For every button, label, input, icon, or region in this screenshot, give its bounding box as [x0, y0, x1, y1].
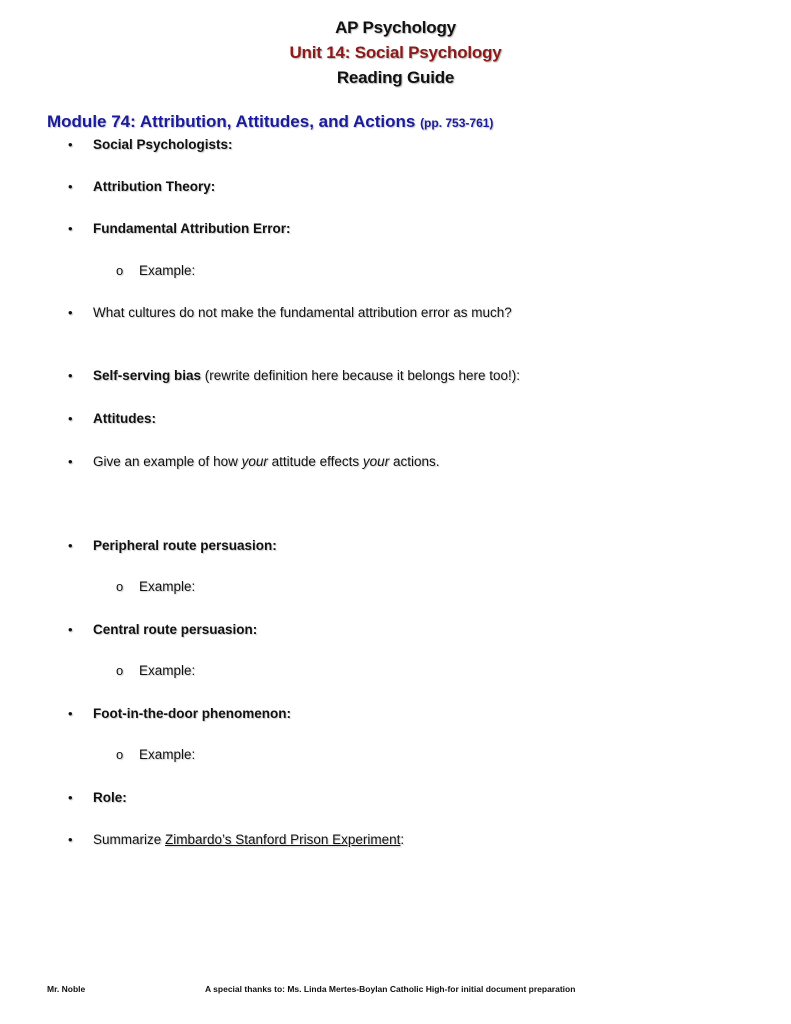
example-label: Example:: [139, 747, 196, 762]
term-peripheral-route: Peripheral route persuasion:: [93, 538, 277, 553]
example-label: Example:: [139, 663, 196, 678]
list-item: [68, 305, 512, 320]
circle-bullet-icon: o: [116, 263, 124, 278]
module-heading: [47, 112, 493, 132]
sub-list-item: [116, 747, 195, 762]
list-item: [68, 137, 233, 152]
term-role: Role:: [93, 790, 127, 805]
unit-title: Unit 14: Social Psychology: [289, 43, 502, 62]
list-item: [68, 538, 277, 553]
list-item: [68, 368, 520, 383]
footer-credits: A special thanks to: Ms. Linda Mertes-Boylan Catholic High-for initial document preparation: [205, 984, 576, 994]
bullet-icon: •: [68, 706, 73, 721]
list-item: [68, 790, 127, 805]
circle-bullet-icon: o: [116, 747, 124, 762]
bullet-icon: •: [68, 790, 73, 805]
term-fundamental-attribution-error: Fundamental Attribution Error:: [93, 221, 291, 236]
bullet-icon: •: [68, 538, 73, 553]
bullet-icon: •: [68, 305, 73, 320]
list-item: [68, 454, 439, 469]
list-item: [68, 221, 291, 236]
module-pages: (pp. 753-761): [420, 116, 494, 130]
example-label: Example:: [139, 579, 196, 594]
example-label: Example:: [139, 263, 196, 278]
bullet-icon: •: [68, 454, 73, 469]
module-heading-text: Module 74: Attribution, Attitudes, and Actions: [47, 112, 416, 131]
bullet-icon: •: [68, 832, 73, 847]
term-central-route: Central route persuasion:: [93, 622, 258, 637]
footer-author: Mr. Noble: [47, 984, 86, 994]
bullet-icon: •: [68, 622, 73, 637]
give-example-text-2: attitude effects: [267, 454, 363, 469]
sub-list-item: [116, 663, 195, 678]
give-example-text-1: Give an example of how: [93, 454, 242, 469]
cultures-question: What cultures do not make the fundamental attribution error as much?: [93, 305, 512, 320]
page-title: AP Psychology: [335, 18, 456, 37]
list-item: [68, 706, 291, 721]
give-example-your-1: your: [241, 454, 268, 469]
term-foot-in-the-door: Foot-in-the-door phenomenon:: [93, 706, 291, 721]
circle-bullet-icon: o: [116, 663, 124, 678]
term-social-psychologists: Social Psychologists:: [93, 137, 233, 152]
bullet-icon: •: [68, 179, 73, 194]
self-serving-bias-note: (rewrite definition here because it belongs here too!):: [201, 368, 520, 383]
list-item: [68, 179, 215, 194]
term-attitudes: Attitudes:: [93, 411, 156, 426]
term-self-serving-bias: Self-serving bias: [93, 368, 202, 383]
circle-bullet-icon: o: [116, 579, 124, 594]
list-item: [68, 411, 156, 426]
sub-list-item: [116, 579, 195, 594]
give-example-text-3: actions.: [389, 454, 440, 469]
list-item: [68, 622, 257, 637]
summarize-prefix: Summarize: [93, 832, 166, 847]
list-item: [68, 832, 404, 847]
page-subtitle: Reading Guide: [336, 68, 455, 87]
sub-list-item: [116, 263, 195, 278]
bullet-icon: •: [68, 137, 73, 152]
summarize-suffix: :: [400, 832, 405, 847]
bullet-icon: •: [68, 411, 73, 426]
zimbardo-experiment-text: Zimbardo’s Stanford Prison Experiment: [165, 832, 401, 847]
bullet-icon: •: [68, 368, 73, 383]
give-example-your-2: your: [362, 454, 390, 469]
bullet-icon: •: [68, 221, 73, 236]
term-attribution-theory: Attribution Theory:: [93, 179, 216, 194]
